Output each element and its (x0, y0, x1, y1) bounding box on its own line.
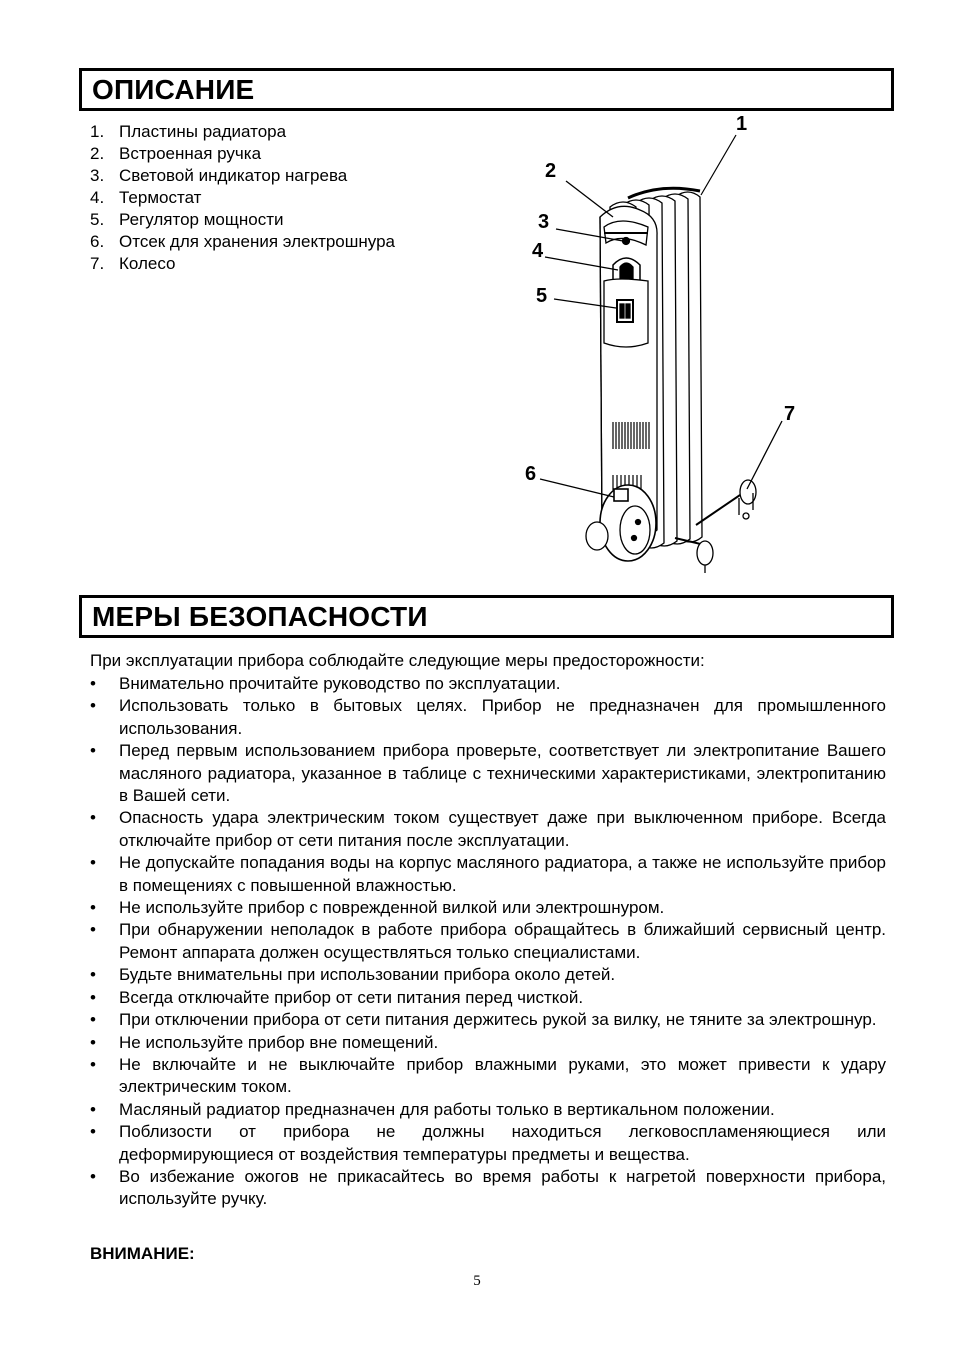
list-item (90, 852, 886, 897)
description-heading: ОПИСАНИЕ (79, 68, 894, 111)
item-text: Не включайте и не выключайте прибор влажными руками, это может привести к удару электрическим током. (119, 1054, 886, 1097)
callout-2: 2 (545, 160, 557, 182)
list-item (90, 897, 886, 919)
list-item (90, 231, 395, 253)
list-item (90, 1009, 886, 1031)
list-item (90, 964, 886, 986)
item-label: Колесо (119, 254, 176, 273)
bullet: • (90, 696, 96, 716)
item-text: При обнаружении неполадок в работе прибора обращайтесь в ближайший сервисный центр. Ремонт аппарата должен осуществляться только специалистами. (119, 920, 886, 962)
bullet: • (90, 1010, 96, 1030)
list-item (90, 187, 395, 209)
list-item (90, 1121, 886, 1166)
list-item (90, 1099, 886, 1121)
item-label: Встроенная ручка (119, 144, 262, 163)
list-item (90, 919, 886, 964)
callout-7: 7 (784, 403, 796, 425)
callout-6: 6 (525, 463, 537, 485)
list-item (90, 987, 886, 1009)
item-number: 6. (90, 232, 105, 251)
item-text: Внимательно прочитайте руководство по эксплуатации. (119, 674, 561, 693)
list-item (90, 165, 395, 187)
page-number: 5 (473, 1273, 481, 1289)
bullet: • (90, 1099, 96, 1119)
list-item (90, 121, 395, 143)
item-number: 4. (90, 188, 105, 207)
item-text: Будьте внимательны при использовании прибора около детей. (119, 965, 616, 985)
bullet: • (90, 741, 96, 761)
item-label: Пластины радиатора (119, 122, 287, 141)
item-label: Термостат (119, 188, 202, 207)
item-number: 7. (90, 254, 105, 273)
item-text: Использовать только в бытовых целях. Прибор не предназначен для промышленного использования. (119, 696, 886, 738)
item-label: Световой индикатор нагрева (119, 166, 348, 185)
list-item (90, 1032, 886, 1054)
bullet: • (90, 853, 96, 873)
item-text: Не используйте прибор вне помещений. (119, 1032, 439, 1052)
item-text: Не используйте прибор с поврежденной вилкой или электрошнуром. (119, 898, 665, 918)
item-number: 1. (90, 122, 105, 141)
list-item (90, 209, 395, 231)
warning-label: ВНИМАНИЕ: (90, 1244, 195, 1263)
list-item (90, 253, 395, 275)
bullet: • (90, 987, 96, 1007)
bullet: • (90, 674, 96, 693)
list-item (90, 1166, 886, 1211)
callout-3: 3 (538, 211, 550, 233)
bullet: • (90, 1032, 96, 1052)
list-item (90, 807, 886, 852)
list-item (90, 1054, 886, 1099)
oil-heater-illustration (500, 105, 810, 580)
bullet: • (90, 1054, 96, 1074)
bullet: • (90, 965, 96, 985)
item-label: Регулятор мощности (119, 210, 284, 229)
bullet: • (90, 1166, 96, 1186)
safety-list (90, 673, 886, 1211)
list-item (90, 673, 886, 695)
item-text: Масляный радиатор предназначен для работы только в вертикальном положении. (119, 1099, 775, 1119)
item-number: 5. (90, 210, 105, 229)
bullet: • (90, 920, 96, 940)
bullet: • (90, 808, 96, 828)
bullet: • (90, 1122, 96, 1142)
item-number: 2. (90, 144, 105, 163)
item-number: 3. (90, 166, 105, 185)
item-label: Отсек для хранения электрошнура (119, 232, 396, 251)
item-text: Перед первым использованием прибора проверьте, соответствует ли электропитание Вашего масляного радиатора, указанное в таблице с техническими характеристиками, электропитанию в Вашей сети. (119, 741, 886, 806)
list-item (90, 695, 886, 740)
item-text: Всегда отключайте прибор от сети питания перед чисткой. (119, 987, 584, 1007)
callout-5: 5 (536, 285, 548, 307)
item-text: Во избежание ожогов не прикасайтесь во время работы к нагретой поверхности прибора, используйте ручку. (119, 1166, 886, 1209)
callout-1: 1 (736, 113, 748, 135)
item-text: Опасность удара электрическим током существует даже при выключенном приборе. Всегда отключайте прибор от сети питания после эксплуатации. (119, 808, 886, 850)
item-text: Не допускайте попадания воды на корпус масляного радиатора, а также не используйте прибор в помещениях с повышенной влажностью. (119, 853, 886, 895)
list-item (90, 143, 395, 165)
list-item (90, 740, 886, 807)
callout-4: 4 (532, 240, 544, 262)
item-text: Поблизости от прибора не должны находиться легковоспламеняющиеся или деформирующиеся от воздействия температуры предметы и вещества. (119, 1122, 886, 1164)
bullet: • (90, 898, 96, 918)
parts-list (90, 121, 395, 275)
item-text: При отключении прибора от сети питания держитесь рукой за вилку, не тяните за электрошнур. (119, 1010, 877, 1030)
safety-heading: МЕРЫ БЕЗОПАСНОСТИ (79, 595, 894, 638)
safety-intro: При эксплуатации прибора соблюдайте следующие меры предосторожности: (90, 651, 705, 670)
